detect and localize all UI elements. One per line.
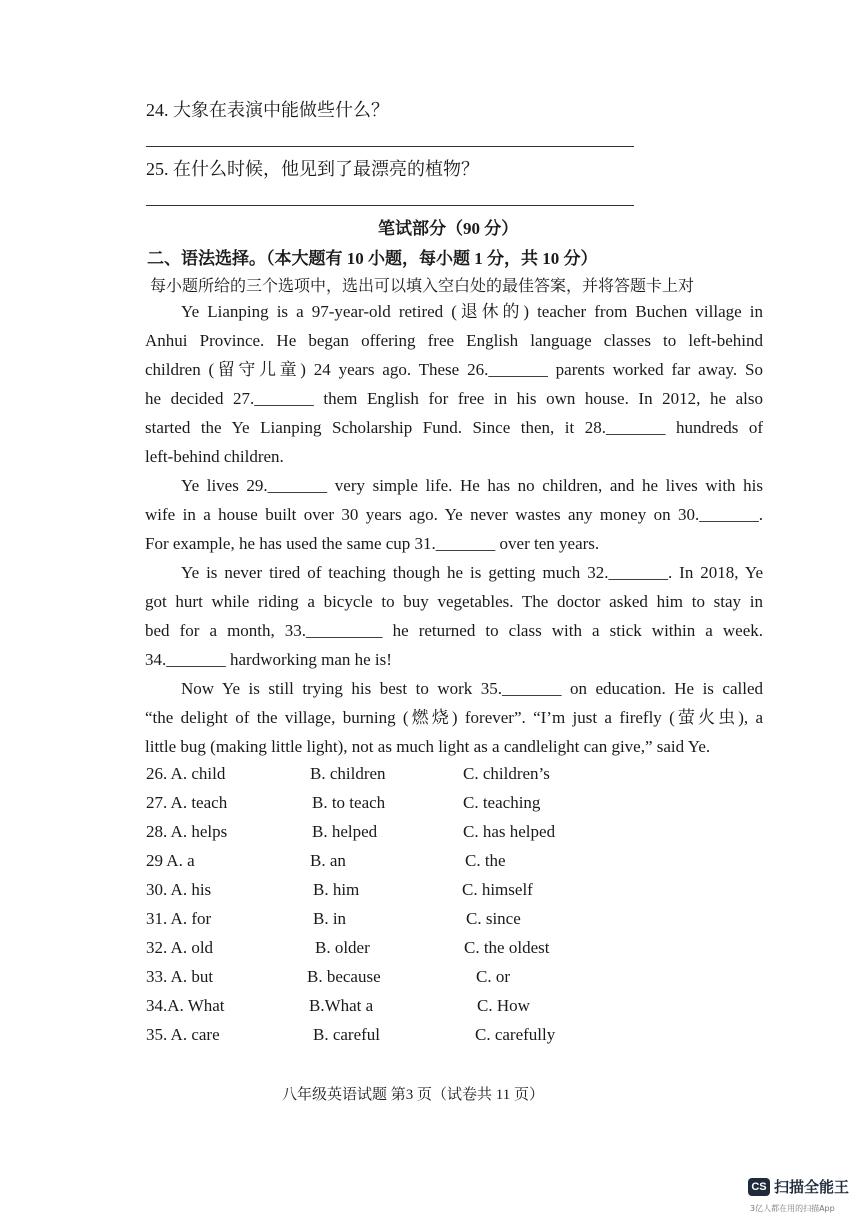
passage-line: “the delight of the village, burning (燃烧) forever”. “I’m just a firefly (萤火虫), a [145,708,763,727]
page-footer: 八年级英语试题 第3 页（试卷共 11 页） [282,1087,544,1103]
option-c: C. the oldest [464,938,550,957]
passage-line: Ye is never tired of teaching though he is getting much 32._______. In 2018, Ye [181,563,763,582]
passage-paragraph-2 [145,471,763,558]
camscanner-brand-name: 扫描全能王 [774,1178,850,1196]
instruction-text: 每小题所给的三个选项中，选出可以填入空白处的最佳答案，并将答题卡上对 [150,278,695,295]
passage-line: wife in a house built over 30 years ago. Ye never wastes any money on 30._______. [145,505,763,524]
option-c: C. himself [462,880,533,899]
option-b: B. careful [313,1025,381,1044]
option-a: 34.A. What [146,996,225,1015]
written-section-title: 笔试部分（90 分） [378,219,519,238]
camscanner-logo-icon: CS [748,1178,770,1196]
passage-line: got hurt while riding a bicycle to buy vegetables. The doctor asked him to stay in [145,592,763,611]
question-25: 25. 在什么时候，他见到了最漂亮的植物？ [146,159,479,179]
passage-paragraph-3 [145,558,763,674]
passage-line: Ye lives 29._______ very simple life. He has no children, and he lives with his [181,476,763,495]
answer-line-24 [146,146,634,147]
option-a: 35. A. care [146,1025,220,1044]
passage-line: children (留守儿童) 24 years ago. These 26._______ parents worked far away. So [145,360,763,379]
option-c: C. children’s [463,764,550,783]
option-b: B. older [315,938,370,957]
passage-line: started the Ye Lianping Scholarship Fund. Since then, it 28._______ hundreds of [145,418,763,437]
option-c: C. or [476,967,510,986]
option-c: C. How [477,996,530,1015]
passage-line: 34._______ hardworking man he is! [145,650,392,669]
option-a: 33. A. but [146,967,214,986]
passage-paragraph-4 [145,674,763,761]
passage-line: Anhui Province. He began offering free English language classes to left-behind [145,331,763,350]
option-a: 32. A. old [146,938,214,957]
passage-line: bed for a month, 33._________ he returned to class with a stick within a week. [145,621,763,640]
option-c: C. teaching [463,793,541,812]
passage-line: he decided 27._______ them English for free in his own house. In 2012, he also [145,389,763,408]
option-b: B. him [313,880,360,899]
option-b: B. an [310,851,346,870]
option-b: B. children [310,764,386,783]
passage-line: little bug (making little light), not as much light as a candlelight can give,” said Ye. [145,737,711,756]
option-a: 29 A. a [146,851,195,870]
option-a: 26. A. child [146,764,226,783]
passage-line: Now Ye is still trying his best to work 35._______ on education. He is called [181,679,763,698]
option-c: C. the [465,851,506,870]
passage-paragraph-1 [145,297,763,471]
answer-line-25 [146,205,634,206]
camscanner-tagline: 3亿人都在用的扫描App [750,1204,835,1213]
question-24: 24. 大象在表演中能做些什么？ [146,100,389,120]
passage-line: left-behind children. [145,447,284,466]
option-a: 31. A. for [146,909,212,928]
option-b: B. to teach [312,793,386,812]
passage-line: Ye Lianping is a 97-year-old retired (退休的) teacher from Buchen village in [181,302,763,321]
option-a: 30. A. his [146,880,212,899]
passage-line: For example, he has used the same cup 31._______ over ten years. [145,534,600,553]
option-c: C. since [466,909,521,928]
option-c: C. has helped [463,822,556,841]
option-b: B.What a [309,996,374,1015]
option-b: B. in [313,909,347,928]
grammar-heading: 二、语法选择。（本大题有 10 小题，每小题 1 分，共 10 分） [147,249,598,268]
option-a: 28. A. helps [146,822,228,841]
option-c: C. carefully [475,1025,556,1044]
option-b: B. helped [312,822,378,841]
option-a: 27. A. teach [146,793,228,812]
option-b: B. because [307,967,381,986]
